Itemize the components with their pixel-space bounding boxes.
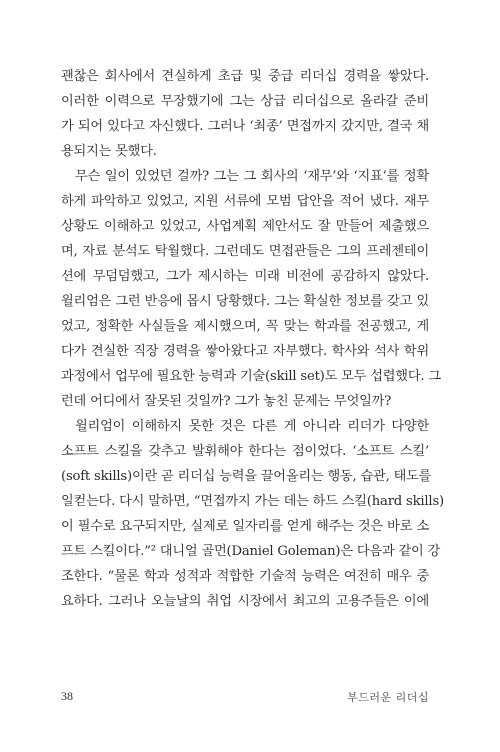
- text-line: (soft skills)이란 곧 리더십 능력을 끌어올리는 행동, 습관, 태도를: [61, 469, 432, 484]
- text-line: 요하다. 그러나 오늘날의 취업 시장에서 최고의 고용주들은 이에: [61, 594, 429, 609]
- text-line: 며, 자료 분석도 탁월했다. 그런데도 면접관들은 그의 프레젠테이: [61, 244, 429, 259]
- running-footer-title: 부드러운 리더십: [347, 691, 429, 704]
- text-line: 윌리엄은 그런 반응에 몹시 당황했다. 그는 확실한 정보를 갖고 있: [61, 294, 429, 309]
- text-line: 이러한 이력으로 무장했기에 그는 상급 리더십으로 올라갈 준비: [61, 94, 429, 109]
- text-line: 션에 무덤덤했고, 그가 제시하는 미래 비전에 공감하지 않았다.: [61, 269, 429, 284]
- text-line: 과정에서 업무에 필요한 능력과 기술(skill set)도 모두 섭렵했다. 그: [61, 369, 441, 384]
- text-line: 었고, 정확한 사실들을 제시했으며, 꼭 맞는 학과를 전공했고, 게: [61, 319, 429, 334]
- text-line: 일컫는다. 다시 말하면, “면접까지 가는 데는 하드 스킬(hard skills): [61, 494, 444, 509]
- text-line: 프트 스킬이다.”² 대니얼 골먼(Daniel Goleman)은 다음과 같이 강: [61, 544, 441, 559]
- page-number: 38: [61, 689, 73, 703]
- text-line: 윌리엄이 이해하지 못한 것은 다른 게 아니라 리더가 다양한: [75, 419, 429, 434]
- text-line: 무슨 일이 있었던 걸까? 그는 그 회사의 ‘재무’와 ‘지표’를 정확: [75, 169, 429, 184]
- text-line: 괜찮은 회사에서 견실하게 초급 및 중급 리더십 경력을 쌓았다.: [61, 69, 429, 84]
- body-text: [61, 64, 444, 614]
- text-line: 상황도 이해하고 있었고, 사업계획 제안서도 잘 만들어 제출했으: [61, 219, 429, 234]
- text-line: 런데 어디에서 잘못된 것일까? 그가 놓친 문제는 무엇일까?: [61, 394, 392, 409]
- text-line: 소프트 스킬을 갖추고 발휘해야 한다는 점이었다. ‘소프트 스킬’: [61, 444, 429, 459]
- text-line: 조한다. “물론 학과 성적과 적합한 기술적 능력은 여전히 매우 중: [61, 569, 429, 584]
- text-line: 이 필수로 요구되지만, 실제로 일자리를 얻게 해주는 것은 바로 소: [61, 519, 429, 534]
- text-line: 가 되어 있다고 자신했다. 그러나 ‘최종’ 면접까지 갔지만, 결국 채: [61, 119, 429, 134]
- text-line: 다가 견실한 직장 경력을 쌓아왔다고 자부했다. 학사와 석사 학위: [61, 344, 429, 359]
- text-line: 용되지는 못했다.: [61, 144, 157, 159]
- text-line: 하게 파악하고 있었고, 지원 서류에 모범 답안을 적어 냈다. 재무: [61, 194, 429, 209]
